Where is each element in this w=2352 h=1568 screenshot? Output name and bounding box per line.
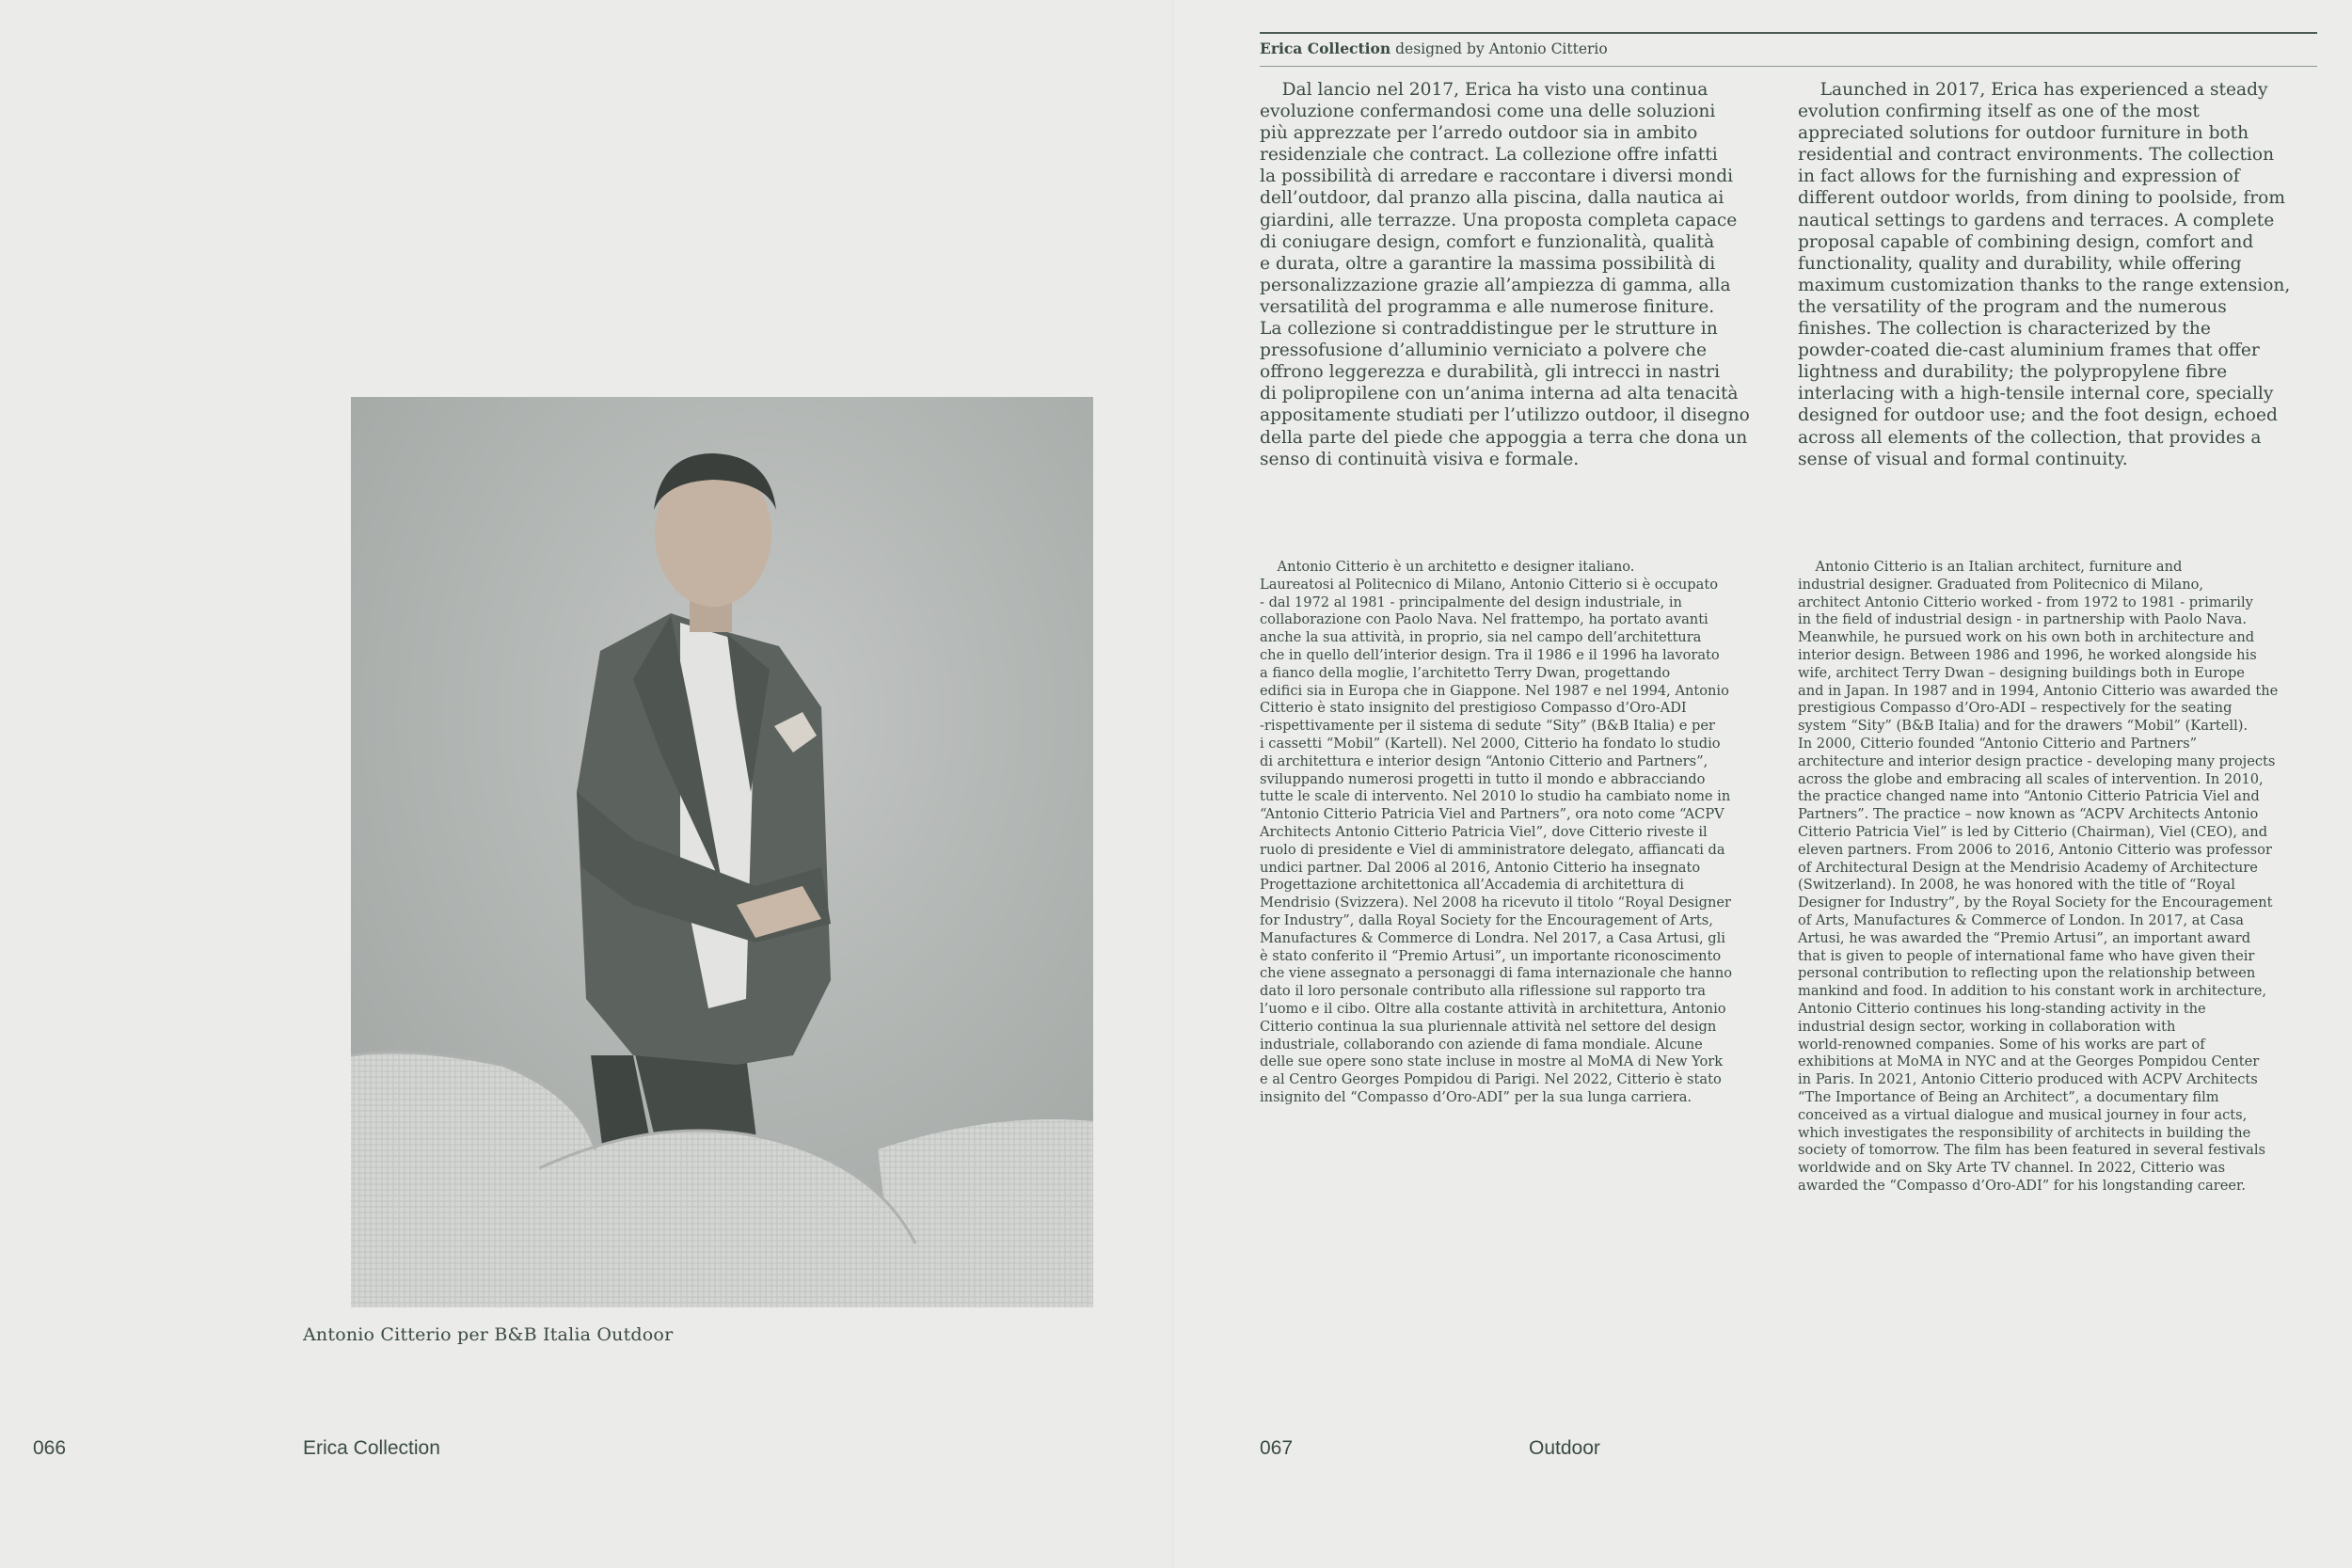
folio-number-left: 066: [33, 1437, 67, 1459]
portrait-illustration: [351, 397, 1093, 1307]
bio-text-english: Antonio Citterio is an Italian architect, furniture and industrial designer. Graduated from Politecnico di Milano, architect Antonio Citterio worked - from 1972 to 1981 - primarily in the field of industrial design - in partnership with Paolo Nava. Meanwhile, he pursued work on his own both in architecture and interior design. Between 1986 and 1996, he worked alongside his wife, architect Terry Dwan – designing buildings both in Europe and in Japan. In 1987 and in 1994, Antonio Citterio was awarded the prestigious Compasso d’Oro-ADI – respectively for the seating system “Sity” (B&B Italia) and for the drawers “Mobil” (Kartell). In 2000, Citterio founded “Antonio Citterio and Partners” architecture and interior design practice - developing many projects across the globe and embracing all scales of intervention. In 2010, the practice changed name into “Antonio Citterio Patricia Viel and Partners”. The practice – now known as “ACPV Architects Antonio Citterio Patricia Viel” is led by Citterio (Chairman), Viel (CEO), and eleven partners. From 2006 to 2016, Antonio Citterio was professor of Architectural Design at the Mendrisio Academy of Architecture (Switzerland). In 2008, he was honored with the title of “Royal Designer for Industry”, by the Royal Society for the Encouragement of Arts, Manufactures & Commerce of London. In 2017, at Casa Artusi, he was awarded the “Premio Artusi”, an important award that is given to people of international fame who have given their personal contribution to reflecting upon the relationship between mankind and food. In addition to his constant work in architecture, Antonio Citterio continues his long-standing activity in the industrial design sector, working in collaboration with world-renowned companies. Some of his works are part of exhibitions at MoMA in NYC and at the Georges Pompidou Center in Paris. In 2021, Antonio Citterio produced with ACPV Architects “The Importance of Being an Architect”, a documentary film conceived as a virtual dialogue and musical journey in four acts, which investigates the responsibility of architects in building the society of tomorrow. The film has been featured in several festivals worldwide and on Sky Arte TV channel. In 2022, Citterio was awarded the “Compasso d’Oro-ADI” for his longstanding career.: [1798, 559, 2279, 1194]
photo-caption: Antonio Citterio per B&B Italia Outdoor: [303, 1324, 674, 1345]
bio-text-italian: Antonio Citterio è un architetto e designer italiano. Laureatosi al Politecnico di Milano, Antonio Citterio si è occupato - dal 1972 al 1981 - principalmente del design industriale, in collaborazione con Paolo Nava. Nel frattempo, ha portato avanti anche la sua attività, in proprio, sia nel campo dell’architettura che in quello dell’interior design. Tra il 1986 e il 1996 ha lavorato a fianco della moglie, l’architetto Terry Dwan, progettando edifici sia in Europa che in Giappone. Nel 1987 e nel 1994, Antonio Citterio è stato insignito del prestigioso Compasso d’Oro-ADI -rispettivamente per il sistema di sedute “Sity” (B&B Italia) e per i cassetti “Mobil” (Kartell). Nel 2000, Citterio ha fondato lo studio di architettura e interior design “Antonio Citterio and Partners”, sviluppando numerosi progetti in tutto il mondo e abbracciando tutte le scale di intervento. Nel 2010 lo studio ha cambiato nome in “Antonio Citterio Patricia Viel and Partners”, ora noto come “ACPV Architects Antonio Citterio Patricia Viel”, dove Citterio riveste il ruolo di presidente e Viel di amministratore delegato, affiancati da undici partner. Dal 2006 al 2016, Antonio Citterio ha insegnato Progettazione architettonica all’Accademia di architettura di Mendrisio (Svizzera). Nel 2008 ha ricevuto il titolo “Royal Designer for Industry”, dalla Royal Society for the Encouragement of Arts, Manufactures & Commerce di Londra. Nel 2017, a Casa Artusi, gli è stato conferito il “Premio Artusi”, un importante riconoscimento che viene assegnato a personaggi di fama internazionale che hanno dato il loro personale contributo alla riflessione sul rapporto tra l’uomo e il cibo. Oltre alla costante attività in architettura, Antonio Citterio continua la sua pluriennale attività nel settore del design industriale, collaborando con aziende di fama mondiale. Alcune delle sue opere sono state incluse in mostre al MoMA di New York e al Centro Georges Pompidou di Parigi. Nel 2022, Citterio è stato insignito del “Compasso d’Oro-ADI” per la sua lunga carriera.: [1260, 559, 1733, 1105]
folio-number-right: 067: [1260, 1437, 1294, 1459]
portrait-photo: [351, 397, 1093, 1307]
running-head-designer: designed by Antonio Citterio: [1395, 40, 1608, 57]
running-head: [1260, 40, 1608, 57]
running-head-collection: Erica Collection: [1260, 40, 1391, 57]
header-rule-bottom: [1260, 66, 2317, 67]
folio-title-left: Erica Collection: [303, 1437, 440, 1459]
page-gutter: [1172, 0, 1176, 1568]
folio-title-right: Outdoor: [1529, 1437, 1600, 1459]
intro-text-english: Launched in 2017, Erica has experienced a steady evolution confirming itself as one of the most appreciated solutions for outdoor furniture in both residential and contract environments. The collection in fact allows for the furnishing and expression of different outdoor worlds, from dining to poolside, from nautical settings to gardens and terraces. A complete proposal capable of combining design, comfort and functionality, quality and durability, while offering maximum customization thanks to the range extension, the versatility of the program and the numerous finishes. The collection is characterized by the powder-coated die-cast aluminium frames that offer lightness and durability; the polypropylene fibre interlacing with a high-tensile internal core, specially designed for outdoor use; and the foot design, echoed across all elements of the collection, that provides a sense of visual and formal continuity.: [1798, 80, 2291, 469]
header-rule-top: [1260, 32, 2317, 34]
intro-text-italian: Dal lancio nel 2017, Erica ha visto una continua evoluzione confermandosi come una delle soluzioni più apprezzate per l’arredo outdoor sia in ambito residenziale che contract. La collezione offre infatti la possibilità di arredare e raccontare i diversi mondi dell’outdoor, dal pranzo alla piscina, dalla nautica ai giardini, alle terrazze. Una proposta completa capace di coniugare design, comfort e funzionalità, qualità e durata, oltre a garantire la massima possibilità di personalizzazione grazie all’ampiezza di gamma, alla versatilità del programma e alle numerose finiture. La collezione si contraddistingue per le strutture in pressofusione d’alluminio verniciato a polvere che offrono leggerezza e durabilità, gli intrecci in nastri di polipropilene con un’anima interna ad alta tenacità appositamente studiati per l’utilizzo outdoor, il disegno della parte del piede che appoggia a terra che dona un senso di continuità visiva e formale.: [1260, 80, 1750, 469]
